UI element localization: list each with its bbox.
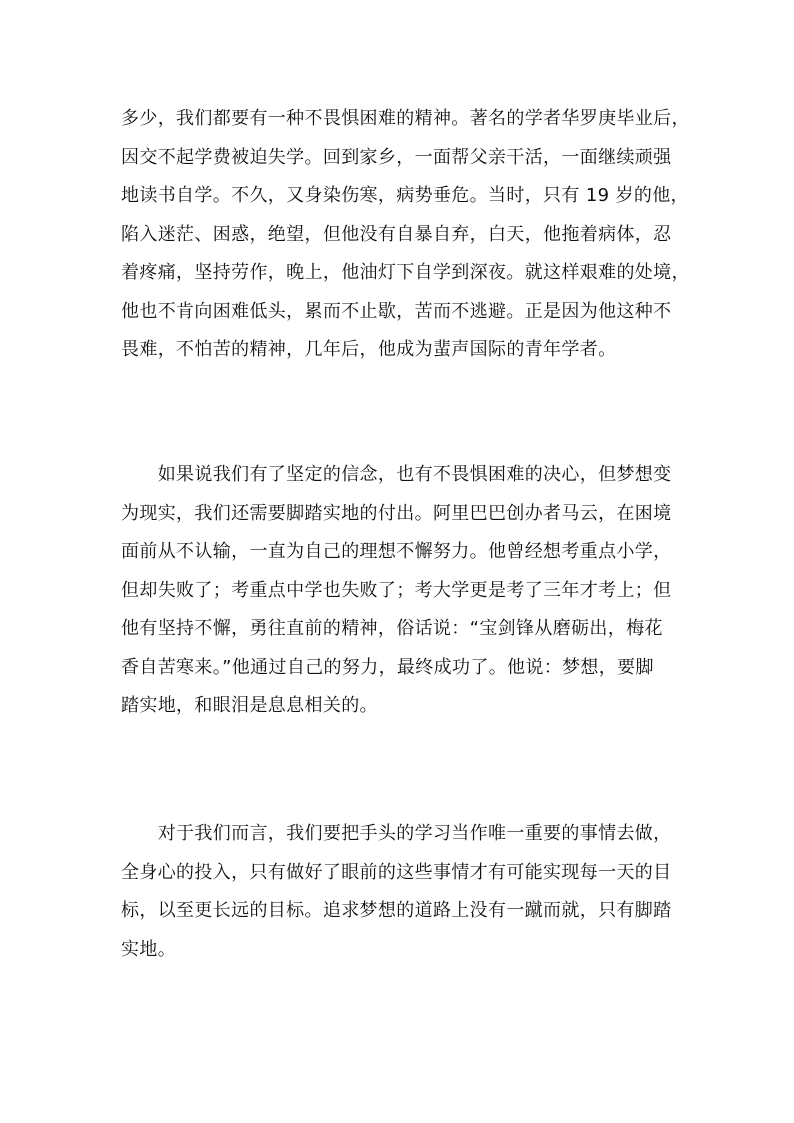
text-line: 标，以至更长远的目标。追求梦想的道路上没有一蹴而就，只有脚踏 [121, 900, 672, 921]
paragraph-conclusion [121, 815, 681, 969]
text-line: 着疼痛，坚持劳作，晚上，他油灯下自学到深夜。就这样艰难的处境， [121, 262, 690, 283]
text-line: 踏实地，和眼泪是息息相关的。 [121, 695, 378, 716]
text-line: 他有坚持不懈，勇往直前的精神，俗话说：“宝剑锋从磨砺出，梅花 [121, 618, 663, 639]
text-line: 他也不肯向困难低头，累而不止歇，苦而不逃避。正是因为他这种不 [121, 300, 672, 322]
text-line: 畏难，不怕苦的精神，几年后，他成为蜚声国际的青年学者。 [121, 339, 617, 360]
text-line: 对于我们而言，我们要把手头的学习当作唯一重要的事情去做， [121, 823, 672, 844]
paragraph-ma-yun [121, 456, 681, 726]
text-line: 陷入迷茫、困惑，绝望，但他没有自暴自弃，白天，他拖着病体，忍 [121, 223, 672, 245]
text-line: 香自苦寒来。”他通过自己的努力，最终成功了。他说：梦想，要脚 [121, 656, 654, 678]
text-line: 为现实，我们还需要脚踏实地的付出。阿里巴巴创办者马云，在困境 [121, 502, 672, 524]
text-line: 实地。 [121, 938, 177, 960]
paragraph-hua-luogeng [121, 100, 690, 370]
text-line: 因交不起学费被迫失学。回到家乡，一面帮父亲干活，一面继续顽强 [121, 146, 672, 168]
text-line: 多少，我们都要有一种不畏惧困难的精神。著名的学者华罗庚毕业后， [121, 108, 690, 129]
text-line: 地读书自学。不久，又身染伤寒，病势垂危。当时，只有 19 岁的他， [121, 185, 689, 206]
text-line: 全身心的投入，只有做好了眼前的这些事情才有可能实现每一天的目 [121, 861, 672, 883]
text-line: 但却失败了；考重点中学也失败了；考大学更是考了三年才考上；但 [121, 579, 672, 601]
text-line: 如果说我们有了坚定的信念，也有不畏惧困难的决心，但梦想变 [121, 464, 672, 485]
text-line: 面前从不认输，一直为自己的理想不懈努力。他曾经想考重点小学， [121, 541, 672, 562]
